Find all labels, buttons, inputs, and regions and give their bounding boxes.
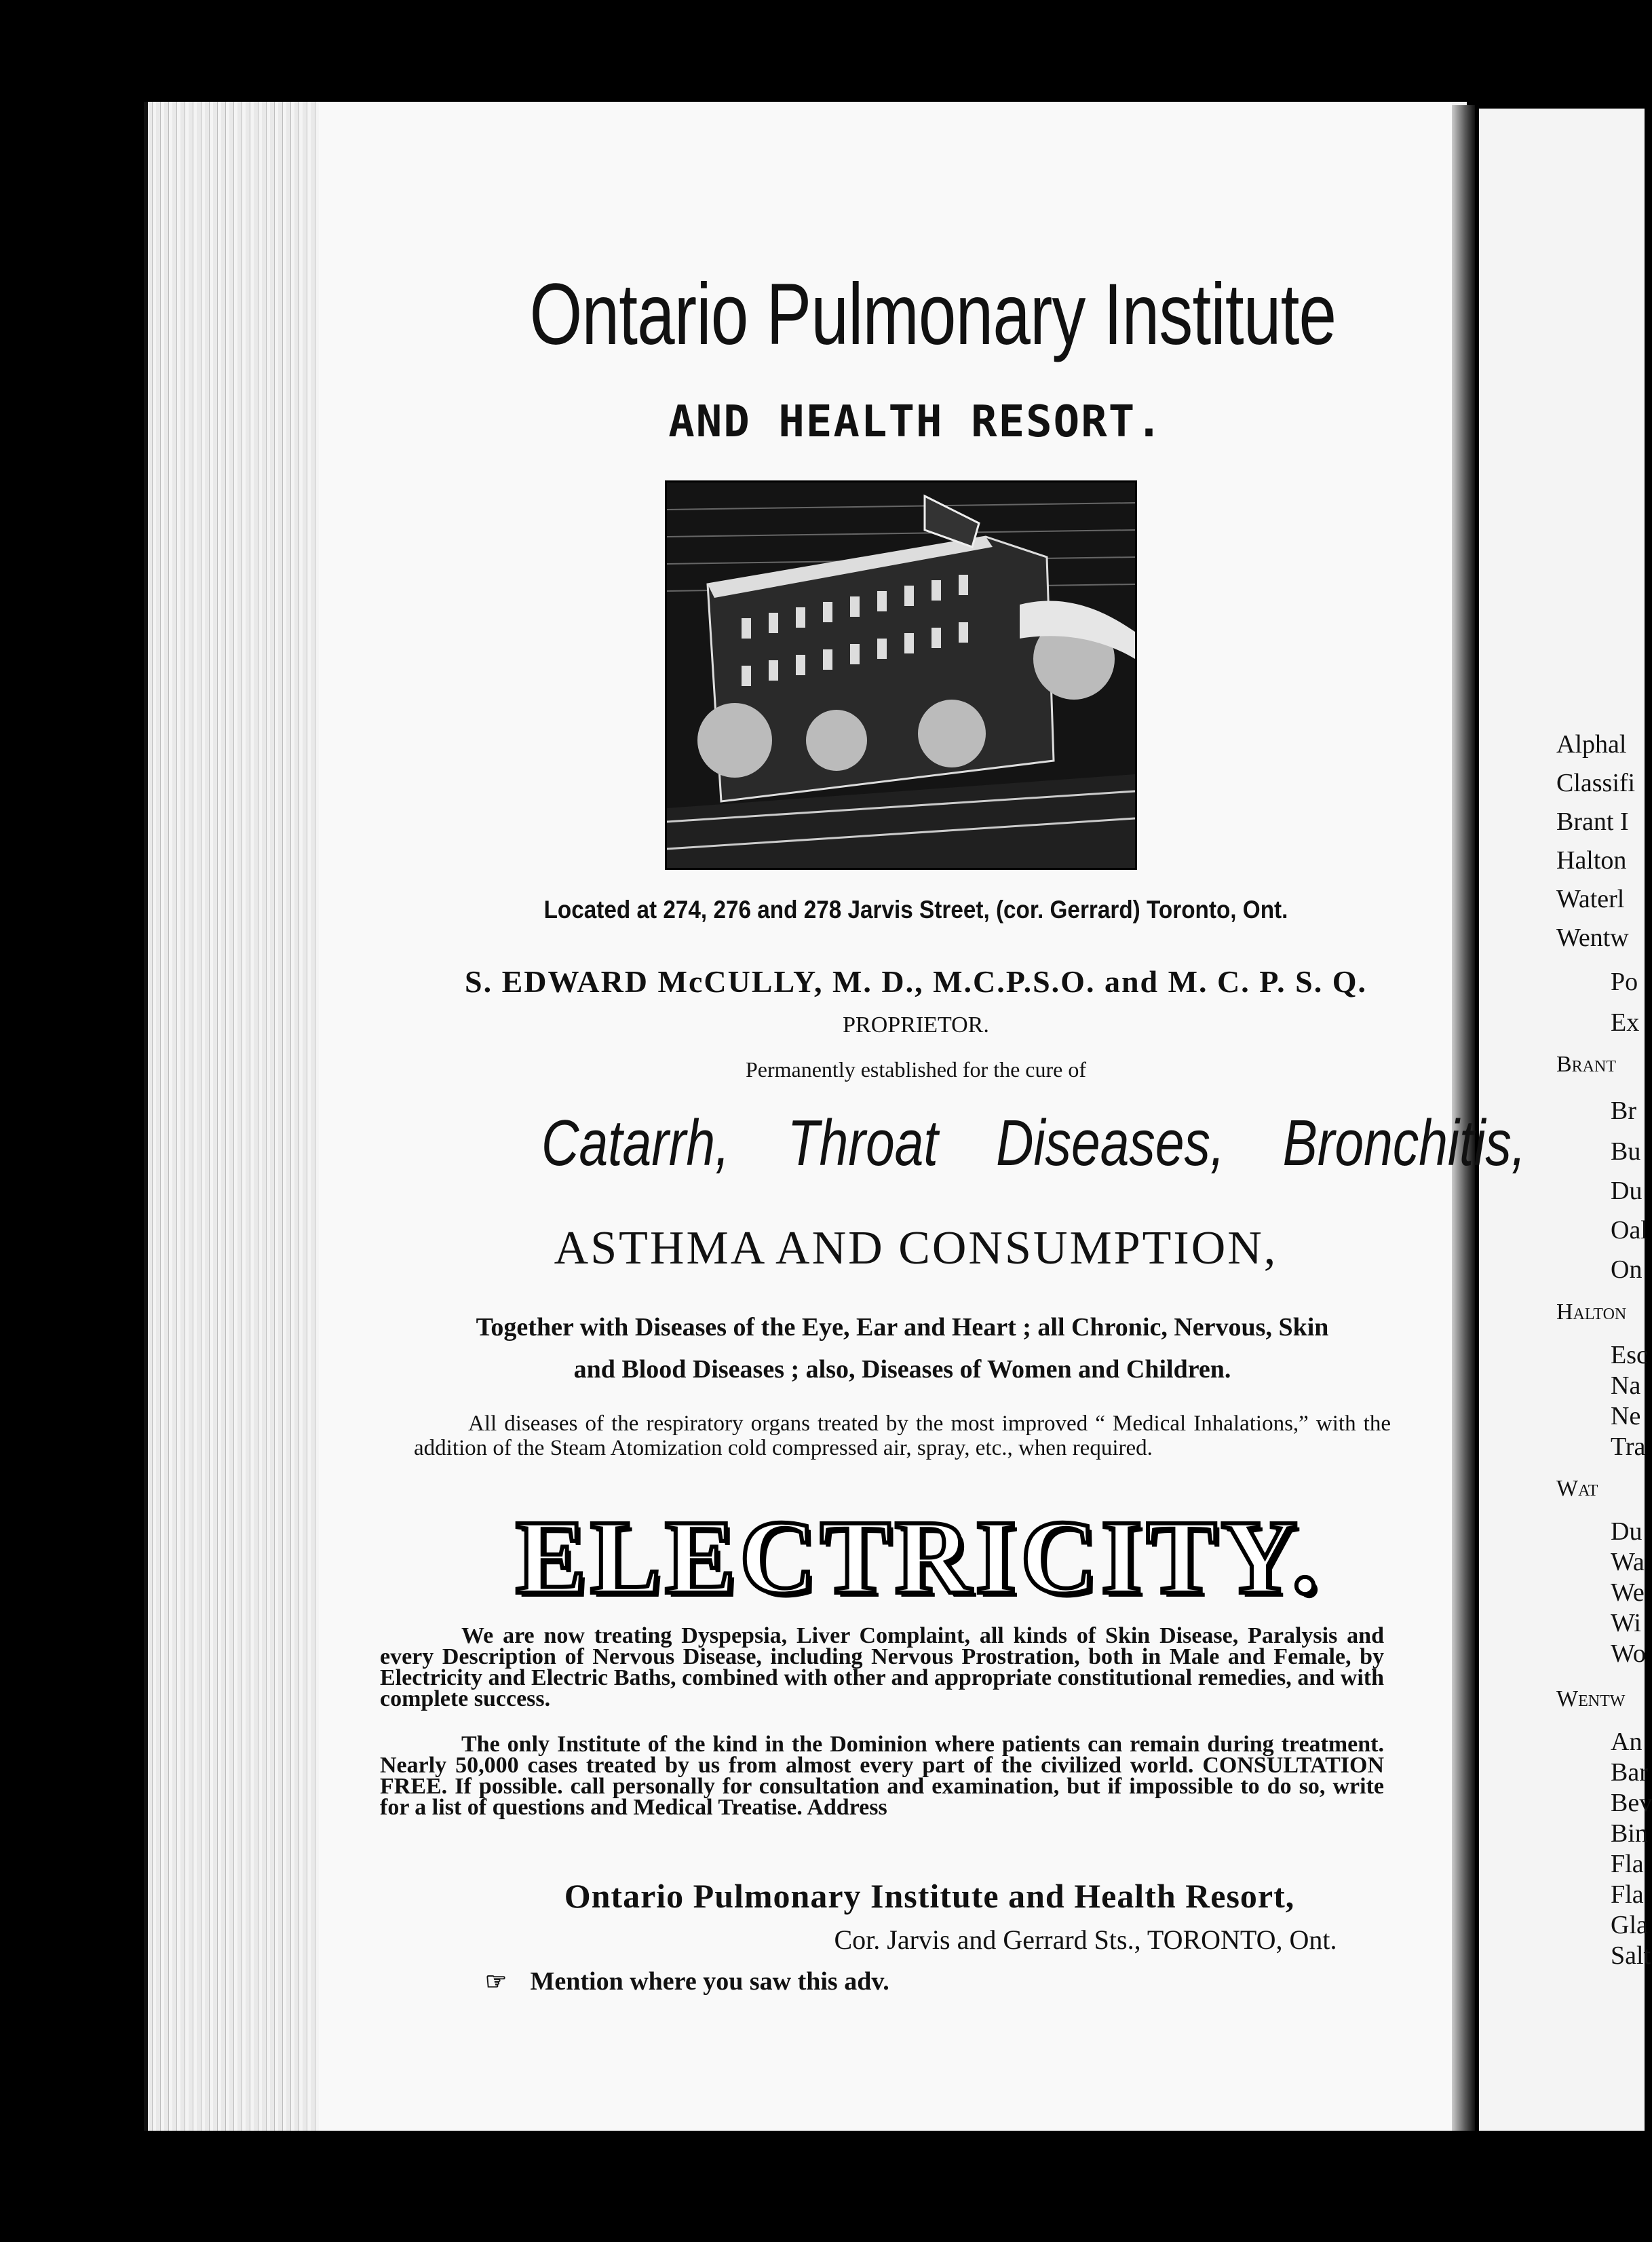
index-item: Wo (1611, 1639, 1646, 1668)
disease-word: Throat (787, 1107, 938, 1179)
index-item: Gla (1611, 1911, 1648, 1939)
index-item: Tra (1611, 1432, 1646, 1461)
address-name: Ontario Pulmonary Institute and Health Resort, (564, 1877, 1295, 1915)
index-item: Wa (1611, 1548, 1645, 1576)
diseases-heading (520, 1106, 1526, 1181)
together-line: Together with Diseases of the Eye, Ear and Heart ; all Chronic, Nervous, Skin (476, 1313, 1329, 1342)
disease-word: Bronchitis, (1282, 1107, 1526, 1179)
location-line: Located at 274, 276 and 278 Jarvis Street, (cor. Gerrard) Toronto, Ont. (543, 896, 1288, 924)
index-item: Br (1611, 1097, 1636, 1125)
index-item: An (1611, 1728, 1643, 1756)
address-line: Cor. Jarvis and Gerrard Sts., TORONTO, Ont. (834, 1924, 1337, 1955)
pointing-hand-icon: ☞ (484, 1968, 507, 1995)
index-item: Esc (1611, 1341, 1648, 1369)
page-title: Ontario Pulmonary Institute (529, 266, 1337, 363)
index-item: Du (1611, 1517, 1643, 1546)
index-section: Wat (1556, 1476, 1598, 1501)
index-item: We (1611, 1578, 1645, 1607)
index-item: Ex (1611, 1008, 1640, 1037)
respiratory-paragraph: All diseases of the respiratory organs treated by the most improved “ Medical Inhalations,” with the addition of the Steam Atomization cold compressed air, spray, etc., when required. (414, 1411, 1391, 1460)
right-page-index (1556, 729, 1652, 2046)
proprietor-name: S. EDWARD McCULLY, M. D., M.C.P.S.O. and M. C. P. S. Q. (464, 964, 1367, 999)
index-item: Bar (1611, 1758, 1648, 1787)
asthma-heading: ASTHMA AND CONSUMPTION, (554, 1222, 1278, 1274)
index-item: Fla (1611, 1880, 1644, 1909)
index-item: Fla (1611, 1850, 1644, 1878)
index-item: Halton (1556, 846, 1627, 875)
index-item: Po (1611, 968, 1638, 996)
index-item: On (1611, 1255, 1643, 1284)
index-item: Waterl (1556, 885, 1625, 913)
disease-word: Diseases, (996, 1107, 1225, 1179)
treating-paragraph: We are now treating Dyspepsia, Liver Complaint, all kinds of Skin Disease, Paralysis and every Description of Nervous Disease, including Nervous Prostration, both in Male and Female, by Electricity and Electric Baths, combined with other and appropriate constitutional remedies, and with complete success. (380, 1623, 1384, 1711)
index-item: Brant I (1556, 808, 1629, 836)
index-item: Na (1611, 1371, 1641, 1400)
proprietor-title: PROPRIETOR. (843, 1012, 989, 1038)
together-paragraph (407, 1306, 1398, 1390)
together-line: and Blood Diseases ; also, Diseases of Women and Children. (573, 1355, 1231, 1384)
mention-line (468, 1966, 1011, 1996)
index-section: Brant (1556, 1052, 1617, 1077)
established-line: Permanently established for the cure of (745, 1057, 1087, 1082)
electricity-heading: ELECTRICITY. (516, 1498, 1322, 1616)
index-item: Bin (1611, 1819, 1648, 1848)
disease-word: Catarrh, (541, 1107, 730, 1179)
page-edges (144, 102, 324, 2131)
index-item: Oal (1611, 1216, 1648, 1244)
index-item: Bu (1611, 1137, 1641, 1166)
index-section: Wentw (1556, 1686, 1626, 1711)
index-section: Halton (1556, 1299, 1627, 1325)
index-item: Ne (1611, 1402, 1641, 1430)
index-item: Wentw (1556, 924, 1629, 952)
index-item: Wi (1611, 1609, 1641, 1637)
index-item: Du (1611, 1177, 1643, 1205)
index-item: Classifi (1556, 769, 1636, 797)
only-institute-paragraph: The only Institute of the kind in the Dominion where patients can remain during treatment. Nearly 50,000 cases treated by us from almost every part of the civilized world. CONSULTATION FREE. If possible. call personally for consultation and examination, but if impossible to do so, write for a list of questions and Medical Treatise. Address (380, 1732, 1384, 1820)
mention-text: Mention where you saw this adv. (530, 1967, 889, 1996)
index-item: Salt (1611, 1941, 1651, 1970)
page-subtitle: AND HEALTH RESORT. (668, 397, 1164, 447)
building-illustration (665, 480, 1137, 870)
index-item: Bev (1611, 1789, 1652, 1817)
index-item: Alphal (1556, 730, 1627, 759)
